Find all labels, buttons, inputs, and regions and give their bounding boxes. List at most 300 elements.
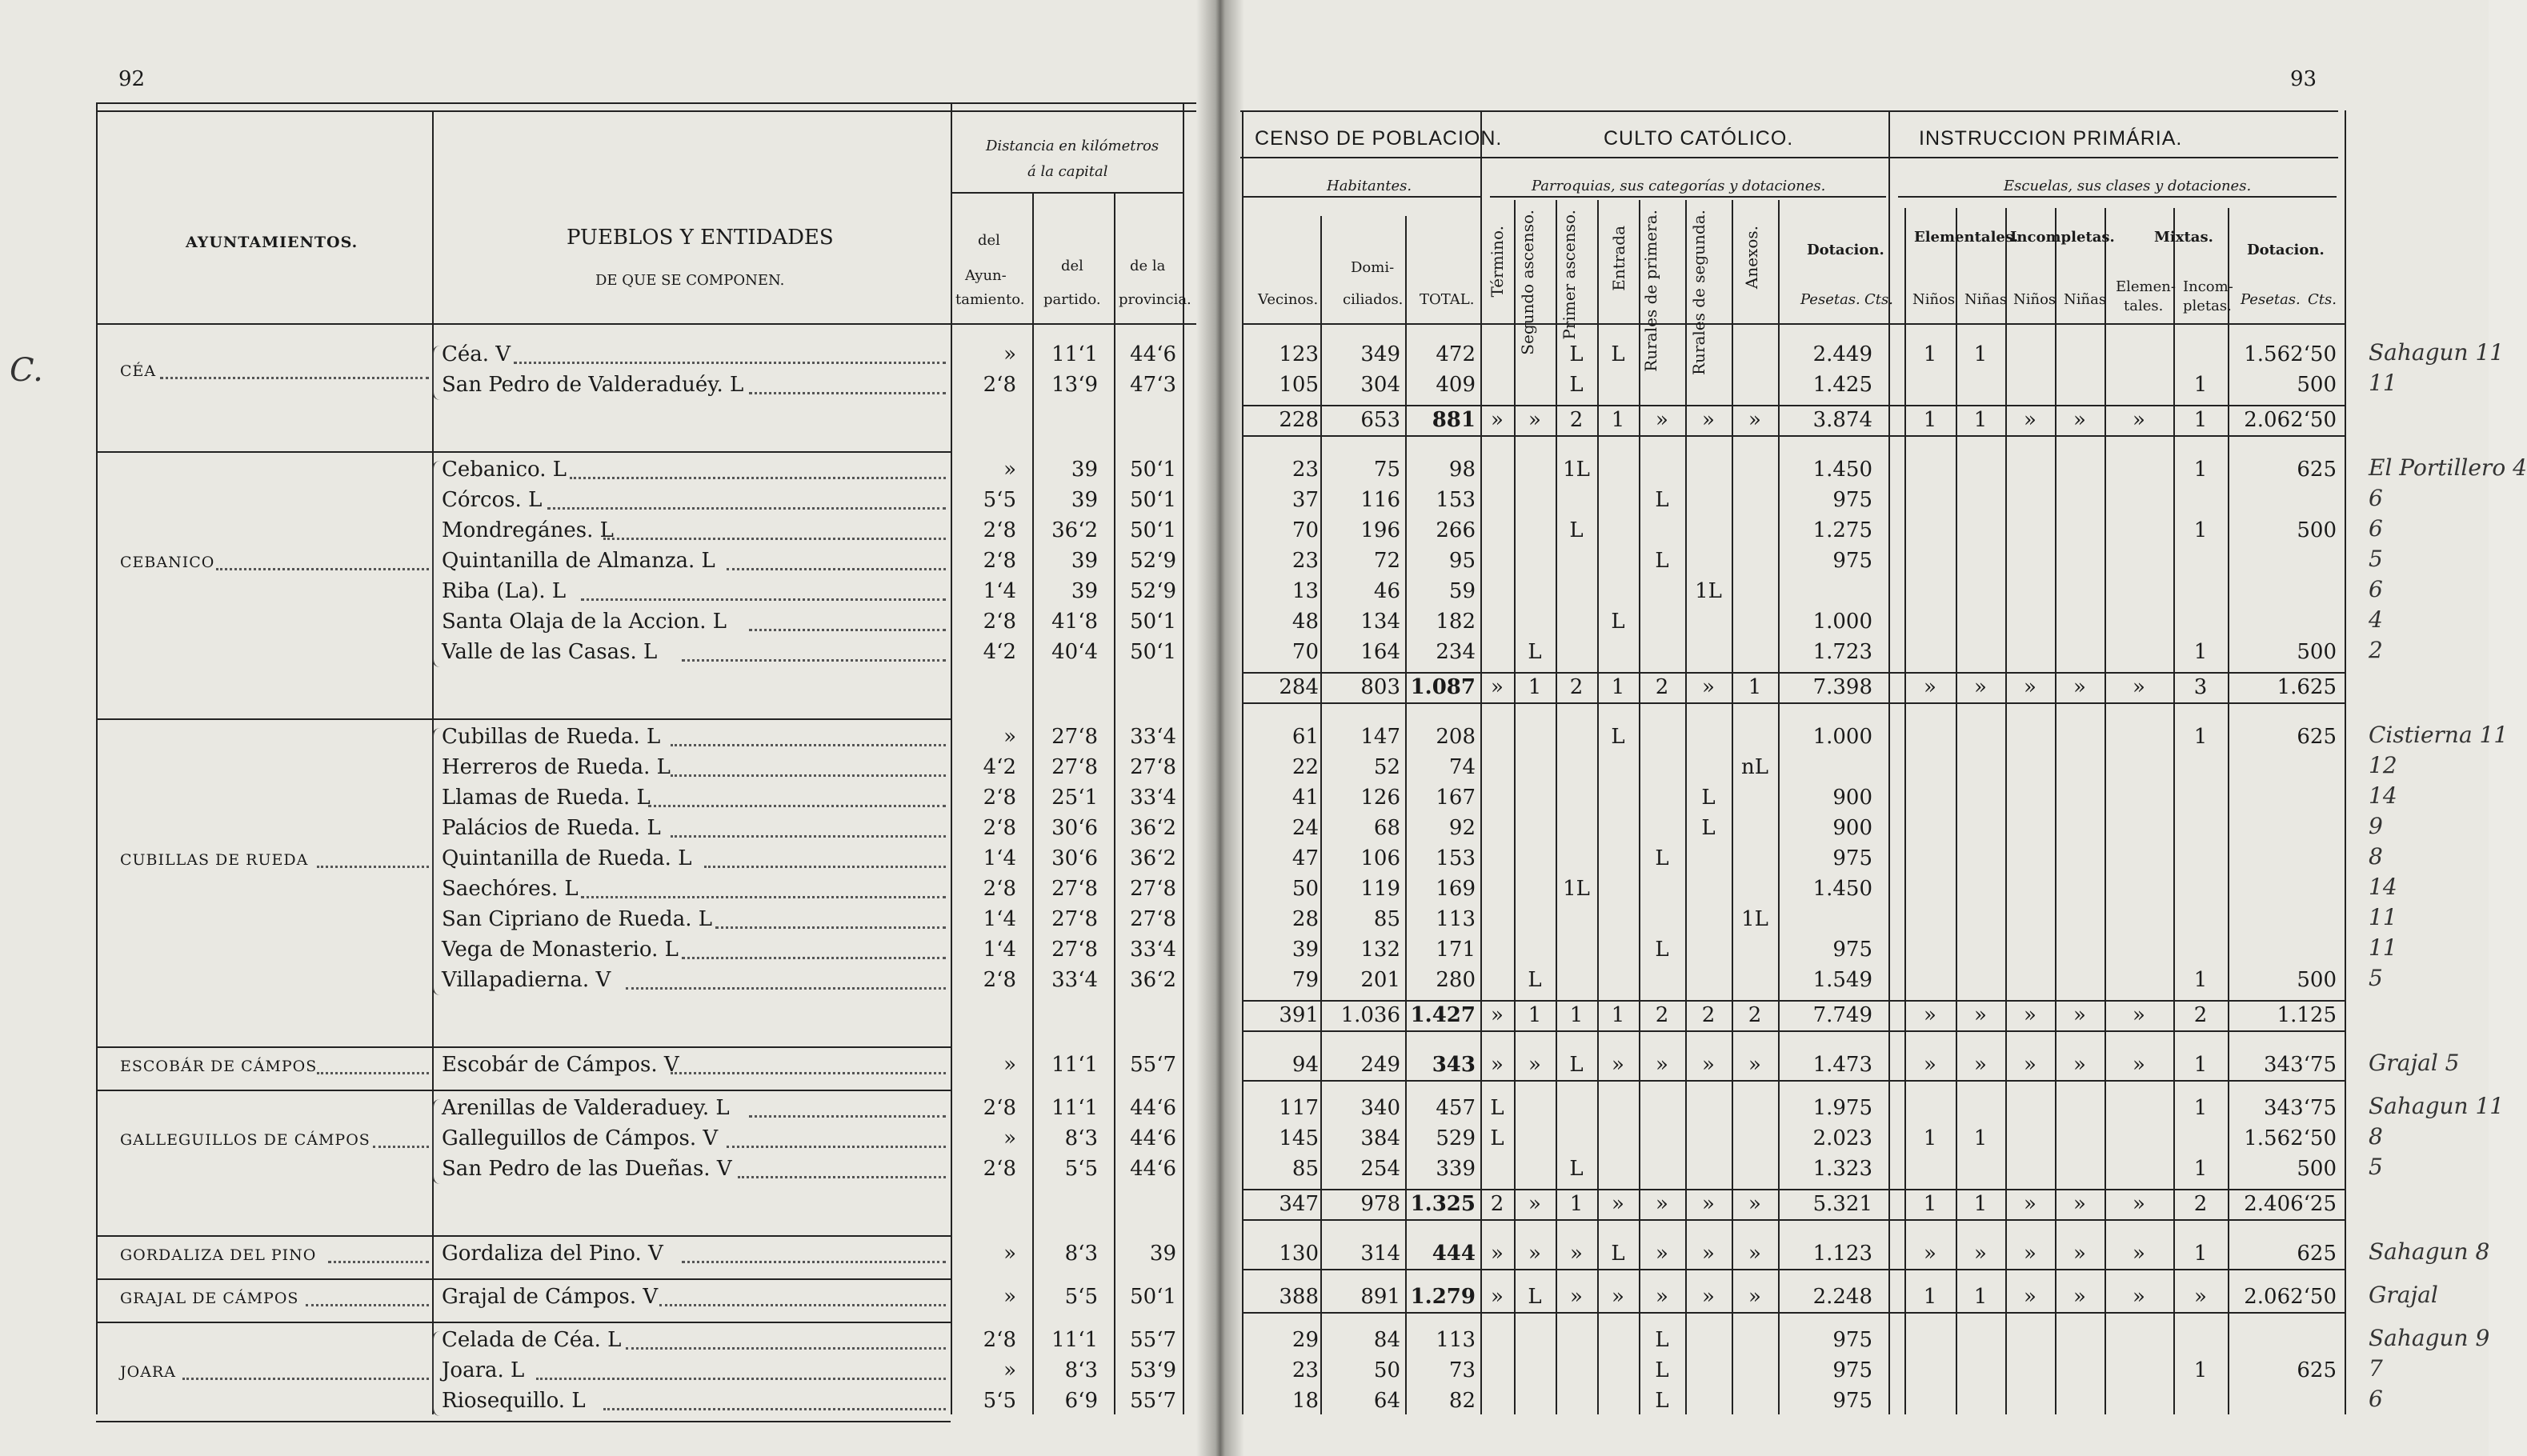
cell-partido: 39 bbox=[1071, 458, 1098, 482]
header-col-ayun-2: Ayun- bbox=[965, 267, 1007, 284]
handwritten-note: Grajal 5 bbox=[2369, 1050, 2460, 1076]
town-name: Santa Olaja de la Accion. L bbox=[442, 610, 727, 634]
total-culto: » bbox=[1702, 1242, 1715, 1266]
cell-dot: 975 bbox=[1832, 488, 1872, 512]
col-rule-r bbox=[1480, 200, 1482, 1414]
town-name: Herreros de Rueda. L bbox=[442, 755, 671, 779]
header-pesetas: Pesetas. bbox=[1800, 291, 1860, 308]
cell-provincia: 33‘4 bbox=[1130, 938, 1176, 962]
culto-cell: 1L bbox=[1563, 877, 1590, 901]
total-culto: » bbox=[1748, 408, 1761, 432]
total-escuela: » bbox=[2133, 1192, 2145, 1216]
cell-ayun: » bbox=[1003, 458, 1016, 482]
cell-vecinos: 123 bbox=[1279, 342, 1319, 366]
leader-dots bbox=[216, 568, 429, 570]
total-vecinos: 130 bbox=[1279, 1242, 1319, 1266]
cell-dot: 2.449 bbox=[1812, 342, 1872, 366]
total-domi: 1.036 bbox=[1340, 1003, 1400, 1027]
group-rule-r bbox=[1240, 157, 2338, 158]
cell-partido: 39 bbox=[1071, 488, 1098, 512]
total-culto: » bbox=[1656, 408, 1668, 432]
cell-domi: 50 bbox=[1373, 1358, 1400, 1382]
handwritten-note: 11 bbox=[2369, 904, 2397, 930]
header-col-partido-2: partido. bbox=[1043, 291, 1101, 308]
cell-ayun: 2‘8 bbox=[983, 373, 1016, 397]
cell-ayun: 5‘5 bbox=[983, 1389, 1016, 1413]
cell-ayun: 4‘2 bbox=[983, 640, 1016, 664]
header-parroquias: Parroquias, sus categorías y dotaciones. bbox=[1532, 178, 1826, 194]
cell-domi: 134 bbox=[1360, 610, 1400, 634]
escuela-cell: 1 bbox=[1923, 1126, 1937, 1150]
totals-rule-bottom bbox=[1242, 1080, 2345, 1082]
group-separator bbox=[96, 1322, 951, 1323]
cell-total: 98 bbox=[1448, 458, 1476, 482]
cell-vecinos: 70 bbox=[1292, 518, 1319, 542]
cell-domi: 64 bbox=[1373, 1389, 1400, 1413]
cell-total: 82 bbox=[1448, 1389, 1476, 1413]
totals-rule-bottom bbox=[1242, 702, 2345, 704]
escuela-cell: 1 bbox=[2193, 518, 2208, 542]
cell-ayun: 4‘2 bbox=[983, 755, 1016, 779]
cell-total: 113 bbox=[1436, 1328, 1476, 1352]
leader-dots bbox=[182, 1378, 429, 1380]
header-dotacion: Dotacion. bbox=[1807, 242, 1884, 258]
total-dot: 1.123 bbox=[1812, 1242, 1872, 1266]
cell-vecinos: 39 bbox=[1292, 938, 1319, 962]
culto-cell: L bbox=[1611, 725, 1625, 749]
cell-ayun: 2‘8 bbox=[983, 786, 1016, 810]
town-name: Céa. V bbox=[442, 342, 511, 366]
culto-cell: L bbox=[1655, 1328, 1669, 1352]
cell-vecinos: 41 bbox=[1292, 786, 1319, 810]
cell-total: 169 bbox=[1436, 877, 1476, 901]
total-culto: 2 bbox=[1569, 408, 1584, 432]
total-total: 444 bbox=[1432, 1242, 1476, 1266]
handwritten-note: 5 bbox=[2369, 1154, 2383, 1180]
cell-domi: 147 bbox=[1360, 725, 1400, 749]
total-vecinos: 228 bbox=[1279, 408, 1319, 432]
cell-domi: 384 bbox=[1360, 1126, 1400, 1150]
header-col-ayun-3: tamiento. bbox=[955, 291, 1025, 308]
culto-cell: L bbox=[1655, 1389, 1669, 1413]
cell-total: 153 bbox=[1436, 488, 1476, 512]
total-culto: 1 bbox=[1528, 1003, 1542, 1027]
total-escuela: » bbox=[2133, 1285, 2145, 1309]
header-segundo: Segundo ascenso. bbox=[1518, 210, 1537, 355]
cell-ayun: 2‘8 bbox=[983, 1096, 1016, 1120]
cell-vecinos: 28 bbox=[1292, 907, 1319, 931]
header-censo: CENSO DE POBLACION. bbox=[1255, 127, 1503, 150]
handwritten-note: 2 bbox=[2369, 637, 2383, 663]
brace bbox=[432, 728, 442, 995]
total-culto: L bbox=[1569, 1053, 1584, 1077]
culto-cell: 1L bbox=[1695, 579, 1722, 603]
header-entrada: Entrada bbox=[1609, 226, 1628, 291]
cell-dot: 1.425 bbox=[1812, 373, 1872, 397]
handwritten-note: El Portillero 4 bbox=[2369, 454, 2527, 481]
escuela-cell: 1 bbox=[2193, 1358, 2208, 1382]
total-culto: 1 bbox=[1611, 408, 1625, 432]
total-dot2: 1.625 bbox=[2277, 675, 2337, 699]
handwritten-note: 6 bbox=[2369, 576, 2383, 602]
total-culto: 1 bbox=[1611, 1003, 1625, 1027]
totals-rule-bottom bbox=[1242, 1219, 2345, 1221]
header-pueblos-sub: DE QUE SE COMPONEN. bbox=[595, 272, 785, 289]
cell-dot: 1.275 bbox=[1812, 518, 1872, 542]
cell-ayun: 2‘8 bbox=[983, 1157, 1016, 1181]
col-rule-r bbox=[1556, 200, 1557, 1414]
cell-domi: 46 bbox=[1373, 579, 1400, 603]
cell-ayun: 2‘8 bbox=[983, 549, 1016, 573]
culto-cell: L bbox=[1528, 640, 1542, 664]
brace bbox=[432, 1099, 442, 1184]
total-culto: » bbox=[1612, 1285, 1624, 1309]
header-rule bbox=[951, 192, 1183, 194]
ayuntamiento-name: JOARA bbox=[120, 1363, 176, 1381]
escuela-cell: 1 bbox=[1973, 1126, 1988, 1150]
culto-cell: 1L bbox=[1563, 458, 1590, 482]
group-separator bbox=[96, 1046, 951, 1048]
culto-cell: L bbox=[1611, 610, 1625, 634]
total-escuela: 2 bbox=[2193, 1192, 2208, 1216]
total-culto: » bbox=[1612, 1192, 1624, 1216]
culto-cell: nL bbox=[1740, 755, 1768, 779]
cell-vecinos: 145 bbox=[1279, 1126, 1319, 1150]
total-culto: 2 bbox=[1569, 675, 1584, 699]
leader-dots bbox=[317, 1072, 429, 1074]
ayuntamiento-name: CEBANICO bbox=[120, 554, 215, 571]
handwritten-note: 6 bbox=[2369, 1386, 2383, 1412]
total-domi: 249 bbox=[1360, 1053, 1400, 1077]
cell-vecinos: 23 bbox=[1292, 458, 1319, 482]
total-culto: » bbox=[1656, 1285, 1668, 1309]
culto-cell: L bbox=[1569, 518, 1584, 542]
total-dot: 3.874 bbox=[1812, 408, 1872, 432]
total-culto: » bbox=[1612, 1053, 1624, 1077]
ayuntamiento-name: GALLEGUILLOS DE CÁMPOS bbox=[120, 1131, 370, 1149]
total-total: 1.279 bbox=[1410, 1285, 1476, 1309]
cell-dot: 1.000 bbox=[1812, 610, 1872, 634]
cell-domi: 164 bbox=[1360, 640, 1400, 664]
town-name: Palácios de Rueda. L bbox=[442, 816, 661, 840]
total-escuela: » bbox=[2073, 408, 2086, 432]
header-col-prov-1: de la bbox=[1130, 258, 1166, 274]
total-total: 343 bbox=[1432, 1053, 1476, 1077]
group-separator bbox=[96, 1090, 951, 1091]
cell-total: 182 bbox=[1436, 610, 1476, 634]
total-culto: 1 bbox=[1569, 1192, 1584, 1216]
ayuntamiento-name: GORDALIZA DEL PINO bbox=[120, 1246, 317, 1264]
header-rurales2: Rurales de segunda. bbox=[1689, 210, 1708, 376]
total-escuela: » bbox=[2073, 1053, 2086, 1077]
escuela-cell: 1 bbox=[2193, 968, 2208, 992]
col-rule-r bbox=[2104, 208, 2106, 1414]
header-ninas-1: Niñas bbox=[1964, 291, 2008, 308]
total-culto: » bbox=[1748, 1242, 1761, 1266]
cell-provincia: 27‘8 bbox=[1130, 877, 1176, 901]
handwritten-note: Sahagun 11 bbox=[2369, 339, 2505, 366]
total-escuela: » bbox=[1974, 1242, 1987, 1266]
cell-provincia: 55‘7 bbox=[1130, 1389, 1176, 1413]
total-escuela: 1 bbox=[2193, 1242, 2208, 1266]
handwritten-note: Sahagun 9 bbox=[2369, 1325, 2490, 1351]
cell-partido: 27‘8 bbox=[1051, 907, 1098, 931]
total-culto: » bbox=[1702, 408, 1715, 432]
total-escuela: » bbox=[1924, 1242, 1936, 1266]
town-name: Quintanilla de Almanza. L bbox=[442, 549, 715, 573]
cell-domi: 201 bbox=[1360, 968, 1400, 992]
total-escuela: 1 bbox=[2193, 1053, 2208, 1077]
totals-rule-bottom bbox=[1242, 1030, 2345, 1032]
cell-ayun: 1‘4 bbox=[983, 846, 1016, 870]
handwritten-note: 12 bbox=[2369, 752, 2397, 778]
town-name: Cubillas de Rueda. L bbox=[442, 725, 661, 749]
cell-partido: 30‘6 bbox=[1051, 846, 1098, 870]
cell-total: 153 bbox=[1436, 846, 1476, 870]
escuela-cell: 1 bbox=[1973, 342, 1988, 366]
header-culto: CULTO CATÓLICO. bbox=[1604, 127, 1794, 150]
cell-partido: 8‘3 bbox=[1064, 1358, 1098, 1382]
cell-domi: 340 bbox=[1360, 1096, 1400, 1120]
total-domi: 978 bbox=[1360, 1192, 1400, 1216]
totals-rule bbox=[1242, 405, 2345, 406]
cell-provincia: 50‘1 bbox=[1130, 1285, 1176, 1309]
header-domi-2: ciliados. bbox=[1343, 291, 1404, 308]
cell-total: 59 bbox=[1448, 579, 1476, 603]
col-rule-r bbox=[1514, 200, 1516, 1414]
total-culto: » bbox=[1656, 1192, 1668, 1216]
escuela-cell: 1 bbox=[2193, 1157, 2208, 1181]
total-escuela: » bbox=[2024, 1285, 2036, 1309]
total-culto: » bbox=[1656, 1242, 1668, 1266]
cell-dot: 1.450 bbox=[1812, 458, 1872, 482]
totals-rule bbox=[1242, 1000, 2345, 1002]
cell-total: 339 bbox=[1436, 1157, 1476, 1181]
handwritten-note: 5 bbox=[2369, 546, 2383, 572]
total-culto: » bbox=[1491, 1285, 1504, 1309]
total-escuela: » bbox=[2024, 1242, 2036, 1266]
col-rule-r bbox=[1639, 200, 1640, 1414]
total-escuela: » bbox=[2133, 1003, 2145, 1027]
culto-cell: L bbox=[1490, 1126, 1504, 1150]
cell-total: 92 bbox=[1448, 816, 1476, 840]
ayuntamiento-name: GRAJAL DE CÁMPOS bbox=[120, 1290, 299, 1307]
header-pesetas-2: Pesetas. bbox=[2241, 291, 2301, 308]
cell-vecinos: 61 bbox=[1292, 725, 1319, 749]
header-total: TOTAL. bbox=[1420, 291, 1475, 308]
total-culto: » bbox=[1656, 1053, 1668, 1077]
cell-partido: 39 bbox=[1071, 579, 1098, 603]
culto-cell: L bbox=[1655, 938, 1669, 962]
cell-provincia: 44‘6 bbox=[1130, 1096, 1176, 1120]
cell-partido: 11‘1 bbox=[1051, 1328, 1098, 1352]
total-escuela: » bbox=[2073, 1003, 2086, 1027]
cell-provincia: 27‘8 bbox=[1130, 907, 1176, 931]
cell-dot2: 625 bbox=[2297, 1358, 2337, 1382]
header-bottom-rule-r bbox=[1242, 323, 2345, 325]
total-vecinos: 94 bbox=[1292, 1053, 1319, 1077]
escuela-cell: 1 bbox=[2193, 725, 2208, 749]
total-dot: 1.473 bbox=[1812, 1053, 1872, 1077]
header-ayuntamientos: AYUNTAMIENTOS. bbox=[186, 234, 358, 251]
ayuntamiento-name: CÉA bbox=[120, 362, 157, 380]
cell-partido: 5‘5 bbox=[1064, 1285, 1098, 1309]
cell-dot2: 500 bbox=[2297, 373, 2337, 397]
total-culto: 1 bbox=[1528, 675, 1542, 699]
total-escuela: » bbox=[2133, 1053, 2145, 1077]
culto-cell: L bbox=[1490, 1096, 1504, 1120]
town-name: Escobár de Cámpos. V bbox=[442, 1053, 679, 1077]
leader-dots bbox=[373, 1146, 429, 1148]
total-escuela: » bbox=[2133, 408, 2145, 432]
cell-ayun: » bbox=[1003, 342, 1016, 366]
cell-dot2: 500 bbox=[2297, 640, 2337, 664]
total-dot2: 2.062‘50 bbox=[2244, 408, 2337, 432]
total-escuela: » bbox=[2024, 1003, 2036, 1027]
handwritten-note: 11 bbox=[2369, 370, 2397, 396]
total-culto: » bbox=[1748, 1192, 1761, 1216]
total-culto: » bbox=[1491, 675, 1504, 699]
town-name: Riba (La). L bbox=[442, 579, 567, 603]
cell-vecinos: 22 bbox=[1292, 755, 1319, 779]
total-culto: » bbox=[1491, 1242, 1504, 1266]
total-escuela: 1 bbox=[1923, 1192, 1937, 1216]
culto-cell: L bbox=[1569, 1157, 1584, 1181]
cell-provincia: 53‘9 bbox=[1130, 1358, 1176, 1382]
cell-partido: 25‘1 bbox=[1051, 786, 1098, 810]
handwritten-note: 7 bbox=[2369, 1355, 2383, 1382]
town-name: Gordaliza del Pino. V bbox=[442, 1242, 663, 1266]
cell-provincia: 55‘7 bbox=[1130, 1053, 1176, 1077]
header-col-partido-1: del bbox=[1061, 258, 1083, 274]
town-name: Cebanico. L bbox=[442, 458, 567, 482]
totals-rule-bottom bbox=[1242, 1312, 2345, 1314]
total-escuela: 3 bbox=[2193, 675, 2208, 699]
col-rule-r bbox=[1685, 200, 1687, 1414]
cell-domi: 126 bbox=[1360, 786, 1400, 810]
cell-partido: 27‘8 bbox=[1051, 725, 1098, 749]
cell-vecinos: 85 bbox=[1292, 1157, 1319, 1181]
header-distancia-sub: á la capital bbox=[1027, 163, 1108, 180]
total-escuela: 1 bbox=[2193, 408, 2208, 432]
cell-vecinos: 48 bbox=[1292, 610, 1319, 634]
cell-vecinos: 79 bbox=[1292, 968, 1319, 992]
total-escuela: » bbox=[1974, 675, 1987, 699]
total-culto: 2 bbox=[1701, 1003, 1716, 1027]
escuela-cell: 1 bbox=[2193, 1096, 2208, 1120]
total-dot2: 2.406‘25 bbox=[2244, 1192, 2337, 1216]
brace bbox=[432, 1331, 442, 1416]
header-ninos-2: Niños bbox=[2013, 291, 2056, 308]
culto-cell: L bbox=[1611, 342, 1625, 366]
header-incom-2: pletas. bbox=[2183, 298, 2232, 314]
col-rule-r bbox=[2005, 208, 2007, 1414]
group-separator bbox=[96, 451, 951, 453]
total-total: 881 bbox=[1432, 408, 1476, 432]
total-escuela: 1 bbox=[1973, 1192, 1988, 1216]
cell-dot2: 625 bbox=[2297, 458, 2337, 482]
cell-dot2: 625 bbox=[2297, 725, 2337, 749]
cell-partido: 11‘1 bbox=[1051, 342, 1098, 366]
brace bbox=[432, 346, 442, 400]
town-name: San Pedro de las Dueñas. V bbox=[442, 1157, 732, 1181]
cell-total: 208 bbox=[1436, 725, 1476, 749]
cell-partido: 8‘3 bbox=[1064, 1126, 1098, 1150]
cell-dot: 1.549 bbox=[1812, 968, 1872, 992]
culto-cell: L bbox=[1528, 968, 1542, 992]
cell-provincia: 52‘9 bbox=[1130, 549, 1176, 573]
header-instruccion: INSTRUCCION PRIMÁRIA. bbox=[1919, 127, 2183, 150]
town-name: Arenillas de Valderaduey. L bbox=[442, 1096, 730, 1120]
handwritten-note: 14 bbox=[2369, 782, 2397, 809]
cell-partido: 27‘8 bbox=[1051, 755, 1098, 779]
header-vecinos: Vecinos. bbox=[1258, 291, 1319, 308]
escuela-cell: 1 bbox=[1923, 342, 1937, 366]
total-escuela: » bbox=[1924, 1053, 1936, 1077]
total-domi: 803 bbox=[1360, 675, 1400, 699]
total-total: 1.087 bbox=[1410, 675, 1476, 699]
town-name: Valle de las Casas. L bbox=[442, 640, 658, 664]
total-dot2: 625 bbox=[2297, 1242, 2337, 1266]
cell-vecinos: 24 bbox=[1292, 816, 1319, 840]
town-name: Galleguillos de Cámpos. V bbox=[442, 1126, 719, 1150]
group-separator bbox=[96, 1421, 951, 1422]
culto-cell: L bbox=[1655, 1358, 1669, 1382]
total-culto: » bbox=[1528, 1192, 1541, 1216]
total-escuela: » bbox=[1924, 1003, 1936, 1027]
total-culto: » bbox=[1702, 1053, 1715, 1077]
leader-dots bbox=[306, 1304, 429, 1306]
cell-partido: 27‘8 bbox=[1051, 877, 1098, 901]
cell-dot: 975 bbox=[1832, 1389, 1872, 1413]
handwritten-note: 8 bbox=[2369, 1123, 2383, 1150]
escuela-cell: 1 bbox=[2193, 373, 2208, 397]
cell-dot2: 343‘75 bbox=[2264, 1096, 2337, 1120]
total-culto: » bbox=[1702, 675, 1715, 699]
cell-vecinos: 37 bbox=[1292, 488, 1319, 512]
handwritten-note: 4 bbox=[2369, 606, 2383, 633]
totals-rule bbox=[1242, 672, 2345, 674]
handwritten-note: 14 bbox=[2369, 874, 2397, 900]
col-rule-r bbox=[1597, 200, 1599, 1414]
total-culto: » bbox=[1702, 1192, 1715, 1216]
total-vecinos: 391 bbox=[1279, 1003, 1319, 1027]
cell-partido: 30‘6 bbox=[1051, 816, 1098, 840]
cell-dot2: 500 bbox=[2297, 1157, 2337, 1181]
handwritten-note: 9 bbox=[2369, 813, 2383, 839]
col-rule-r bbox=[2345, 110, 2346, 1414]
cell-total: 113 bbox=[1436, 907, 1476, 931]
handwritten-note: 11 bbox=[2369, 934, 2397, 961]
cell-provincia: 36‘2 bbox=[1130, 816, 1176, 840]
cell-total: 280 bbox=[1436, 968, 1476, 992]
handwritten-note: 6 bbox=[2369, 485, 2383, 511]
cell-dot: 1.975 bbox=[1812, 1096, 1872, 1120]
total-total: 1.427 bbox=[1410, 1003, 1476, 1027]
total-culto: 1 bbox=[1748, 675, 1762, 699]
total-culto: » bbox=[1570, 1285, 1583, 1309]
group-separator bbox=[96, 1278, 951, 1280]
handwritten-note: Sahagun 11 bbox=[2369, 1093, 2505, 1119]
leader-dots bbox=[328, 1261, 429, 1263]
town-name: Riosequillo. L bbox=[442, 1389, 586, 1413]
cell-dot: 900 bbox=[1832, 816, 1872, 840]
cell-provincia: 33‘4 bbox=[1130, 725, 1176, 749]
culto-cell: 1L bbox=[1741, 907, 1768, 931]
cell-domi: 254 bbox=[1360, 1157, 1400, 1181]
leader-dots bbox=[160, 377, 429, 379]
cell-domi: 349 bbox=[1360, 342, 1400, 366]
